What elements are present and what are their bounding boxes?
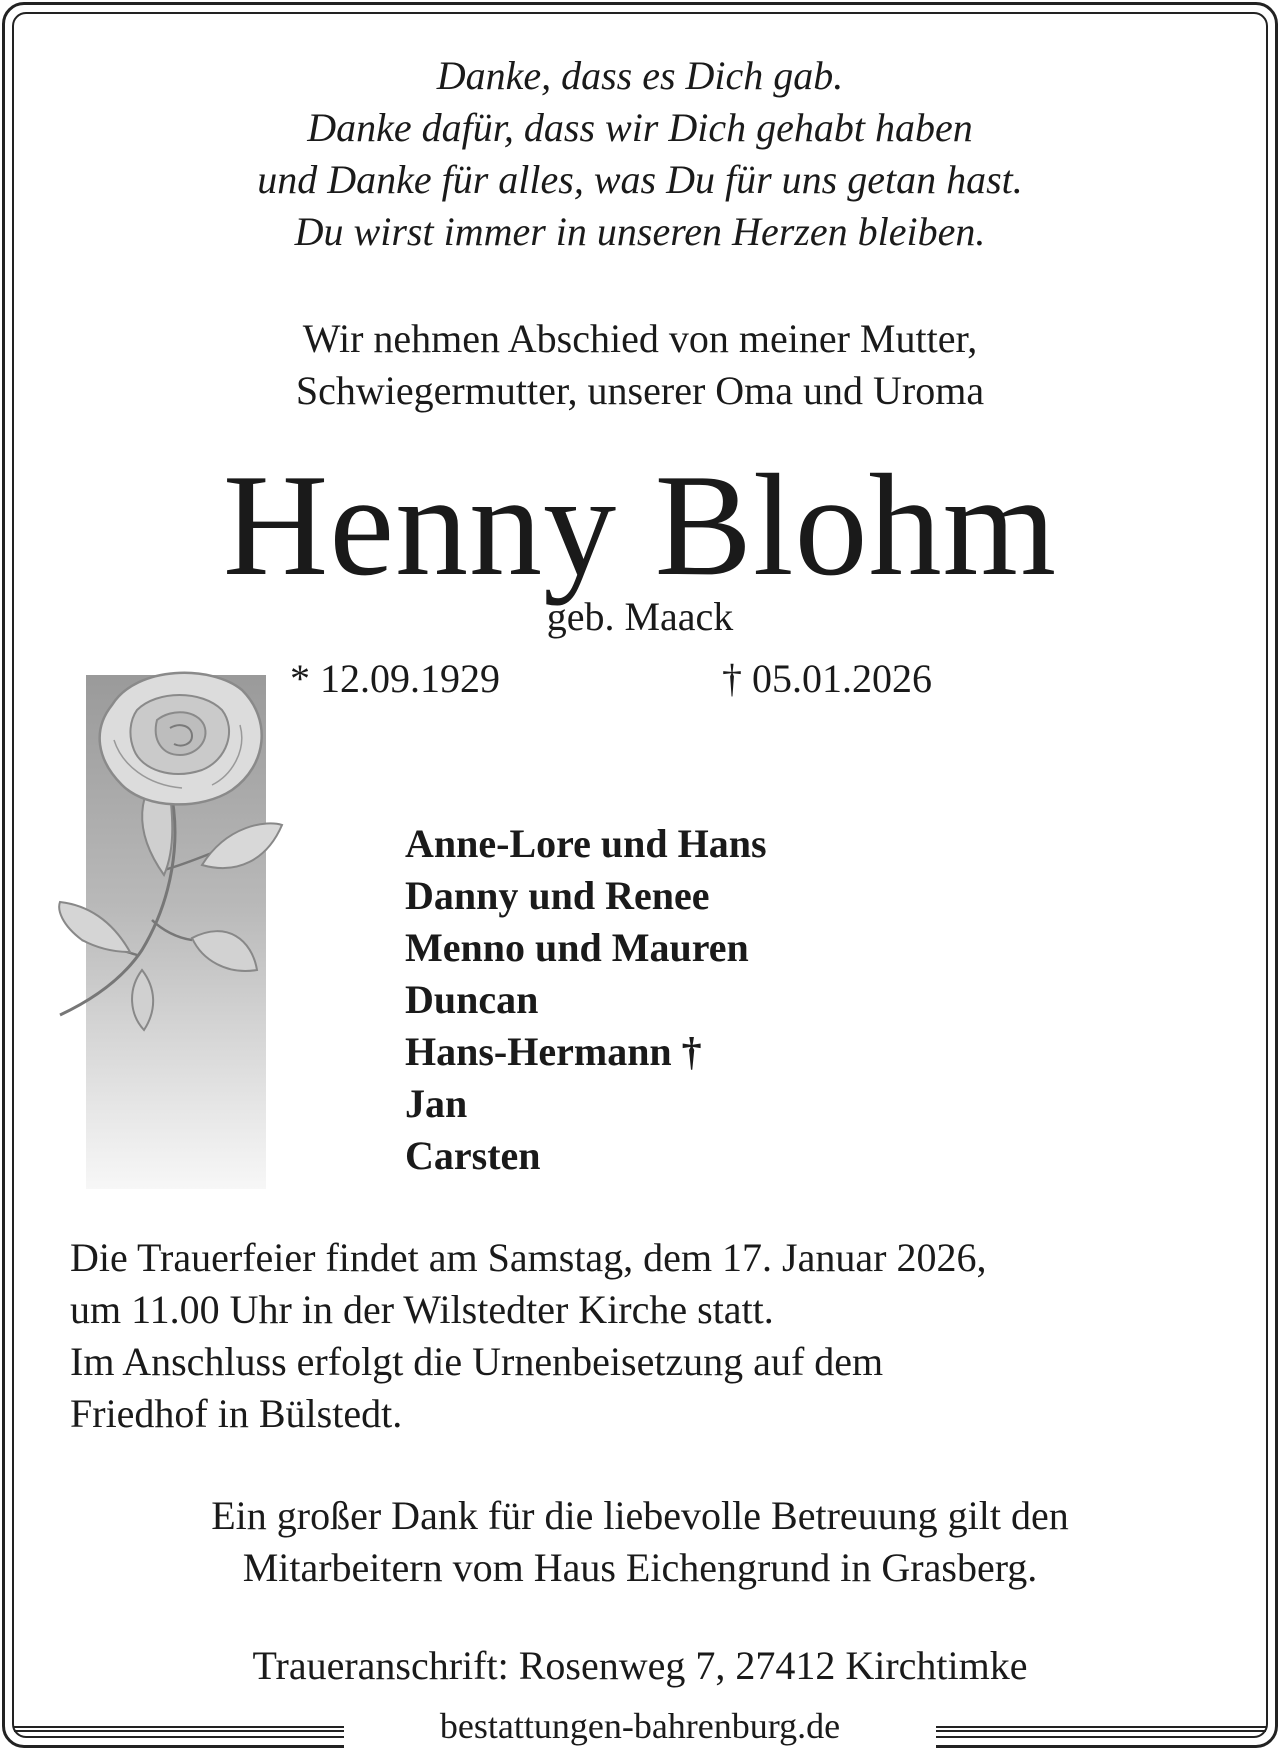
footer-rule-left <box>14 1726 344 1732</box>
family-member: Carsten <box>405 1133 541 1178</box>
poem-line: Du wirst immer in unseren Herzen bleiben. <box>294 209 986 254</box>
family-member: Anne-Lore und Hans <box>405 821 767 866</box>
rose-icon <box>52 670 312 1070</box>
ceremony-line: Friedhof in Bülstedt. <box>70 1391 403 1436</box>
website-link[interactable]: bestattungen-bahrenburg.de <box>344 1704 936 1748</box>
poem <box>0 50 1280 258</box>
website-footer <box>0 1704 1280 1748</box>
maiden-name: geb. Maack <box>546 594 734 639</box>
intro-line: Schwiegermutter, unserer Oma und Uroma <box>295 368 985 413</box>
ceremony-line: Im Anschluss erfolgt die Urnenbeisetzung auf dem <box>70 1339 884 1384</box>
deceased-name: Henny Blohm <box>222 444 1058 606</box>
poem-line: und Danke für alles, was Du für uns getan hast. <box>257 157 1023 202</box>
thanks-line: Ein großer Dank für die liebevolle Betreuung gilt den <box>211 1493 1069 1538</box>
family-list <box>405 818 767 1182</box>
thanks-note <box>0 1490 1280 1594</box>
mourning-address: Traueranschrift: Rosenweg 7, 27412 Kirchtimke <box>252 1643 1028 1688</box>
death-date: † 05.01.2026 <box>722 656 932 701</box>
family-member: Danny und Renee <box>405 873 710 918</box>
ceremony-line: um 11.00 Uhr in der Wilstedter Kirche statt. <box>70 1287 774 1332</box>
ceremony-info <box>70 1232 986 1440</box>
family-member: Menno und Mauren <box>405 925 749 970</box>
poem-line: Danke, dass es Dich gab. <box>436 53 844 98</box>
thanks-line: Mitarbeitern vom Haus Eichengrund in Grasberg. <box>242 1545 1038 1590</box>
intro-line: Wir nehmen Abschied von meiner Mutter, <box>302 316 978 361</box>
family-member: Duncan <box>405 977 539 1022</box>
poem-line: Danke dafür, dass wir Dich gehabt haben <box>307 105 973 150</box>
family-member: Jan <box>405 1081 468 1126</box>
ceremony-line: Die Trauerfeier findet am Samstag, dem 17. Januar 2026, <box>70 1235 987 1280</box>
farewell-intro <box>0 313 1280 417</box>
family-member: Hans-Hermann † <box>405 1029 702 1074</box>
footer-rule-right <box>936 1726 1266 1732</box>
birth-date: * 12.09.1929 <box>290 656 500 701</box>
